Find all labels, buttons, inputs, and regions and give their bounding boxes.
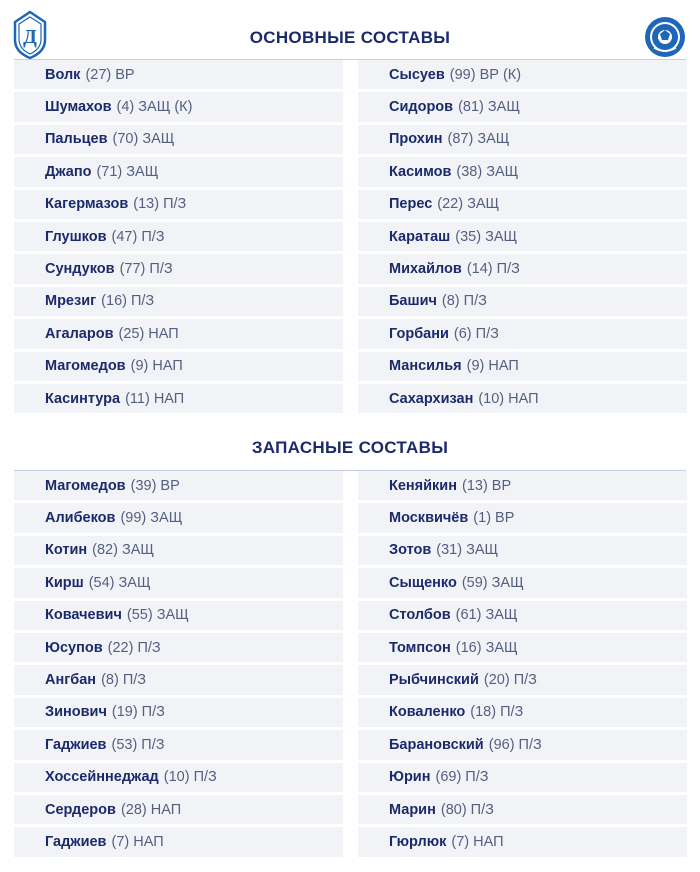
player-number-position: (31) ЗАЩ (436, 542, 499, 559)
player-name: Джапо (45, 163, 92, 180)
player-name: Караташ (389, 228, 451, 245)
player-row (358, 92, 687, 124)
player-name: Гаджиев (45, 833, 107, 850)
player-row (14, 352, 343, 384)
player-name: Сысуев (389, 66, 445, 83)
player-row (14, 157, 343, 189)
player-entry (45, 157, 158, 186)
player-entry (45, 190, 186, 219)
player-number-position: (35) ЗАЩ (455, 228, 518, 245)
player-entry (45, 698, 165, 727)
player-name: Котин (45, 542, 88, 559)
player-entry (389, 190, 499, 219)
player-number-position: (22) ЗАЩ (437, 196, 500, 213)
starting-lineups-header (0, 18, 700, 58)
player-entry (389, 222, 517, 251)
player-number-position: (80) П/З (440, 801, 494, 818)
section-title: ОСНОВНЫЕ СОСТАВЫ (249, 28, 451, 47)
player-name: Зинович (45, 704, 107, 721)
player-number-position: (87) ЗАЩ (447, 131, 510, 148)
player-number-position: (14) П/З (466, 261, 520, 278)
player-name: Столбов (389, 607, 451, 624)
player-number-position: (7) НАП (111, 833, 164, 850)
player-row (14, 698, 343, 730)
player-name: Волк (45, 66, 81, 83)
player-name: Юрин (389, 769, 431, 786)
player-entry (45, 601, 189, 630)
player-row (358, 568, 687, 600)
player-row (14, 827, 343, 859)
player-row (14, 503, 343, 535)
player-number-position: (99) ЗАЩ (120, 510, 183, 527)
player-number-position: (8) П/З (101, 672, 147, 689)
player-number-position: (4) ЗАЩ (К) (116, 99, 193, 116)
player-row (358, 222, 687, 254)
player-name: Горбани (389, 325, 449, 342)
player-number-position: (39) ВР (130, 477, 180, 494)
player-entry (389, 384, 539, 413)
player-row (358, 125, 687, 157)
player-entry (389, 698, 523, 727)
player-row (358, 827, 687, 859)
player-row (14, 287, 343, 319)
player-row (14, 92, 343, 124)
player-name: Гаджиев (45, 736, 107, 753)
player-name: Глушков (45, 228, 107, 245)
player-name: Томпсон (389, 639, 451, 656)
player-name: Сундуков (45, 261, 115, 278)
player-entry (45, 503, 182, 532)
player-entry (45, 536, 154, 565)
player-number-position: (61) ЗАЩ (455, 607, 518, 624)
player-name: Кеняйкин (389, 477, 457, 494)
player-number-position: (77) П/З (119, 261, 173, 278)
player-row (14, 568, 343, 600)
player-number-position: (9) НАП (466, 358, 519, 375)
player-name: Марин (389, 801, 436, 818)
player-name: Мансилья (389, 358, 462, 375)
player-row (14, 730, 343, 762)
player-entry (389, 319, 499, 348)
player-name: Шумахов (45, 99, 112, 116)
player-number-position: (53) П/З (111, 736, 165, 753)
player-row (358, 536, 687, 568)
player-name: Рыбчинский (389, 672, 479, 689)
player-entry (389, 763, 489, 792)
player-entry (45, 384, 184, 413)
player-row (14, 763, 343, 795)
player-entry (45, 730, 165, 759)
player-row (14, 60, 343, 92)
player-number-position: (22) П/З (107, 639, 161, 656)
player-entry (389, 287, 487, 316)
player-entry (45, 222, 165, 251)
home-substitutes-list (14, 471, 343, 860)
player-row (14, 601, 343, 633)
player-row (358, 384, 687, 416)
player-number-position: (99) ВР (К) (449, 66, 522, 83)
player-row (358, 254, 687, 286)
player-row (358, 319, 687, 351)
player-name: Москвичёв (389, 510, 469, 527)
player-entry (45, 763, 217, 792)
player-row (14, 795, 343, 827)
player-number-position: (70) ЗАЩ (112, 131, 175, 148)
player-row (358, 601, 687, 633)
player-name: Гюрлюк (389, 833, 447, 850)
player-name: Зотов (389, 542, 432, 559)
player-entry (389, 254, 520, 283)
player-entry (389, 157, 518, 186)
home-starting-list (14, 60, 343, 416)
player-entry (389, 730, 542, 759)
player-number-position: (16) П/З (101, 293, 155, 310)
player-name: Алибеков (45, 510, 116, 527)
player-name: Кирш (45, 574, 84, 591)
player-row (14, 125, 343, 157)
player-entry (45, 92, 192, 121)
player-number-position: (13) ВР (461, 477, 512, 494)
player-number-position: (10) НАП (478, 390, 539, 407)
player-entry (389, 503, 514, 532)
player-number-position: (55) ЗАЩ (126, 607, 189, 624)
player-name: Сыщенко (389, 574, 457, 591)
player-name: Касинтура (45, 390, 121, 407)
away-substitutes-list (358, 471, 687, 860)
player-name: Ангбан (45, 672, 97, 689)
player-entry (45, 665, 146, 694)
section-title: ЗАПАСНЫЕ СОСТАВЫ (251, 438, 449, 457)
player-entry (389, 795, 494, 824)
player-number-position: (28) НАП (120, 801, 182, 818)
player-row (358, 503, 687, 535)
player-number-position: (19) П/З (111, 704, 165, 721)
dinamo-logo-letter: Д (23, 26, 37, 48)
player-row (358, 795, 687, 827)
player-number-position: (96) П/З (488, 736, 542, 753)
player-entry (389, 92, 520, 121)
player-entry (389, 665, 537, 694)
player-number-position: (20) П/З (483, 672, 537, 689)
player-entry (45, 568, 151, 597)
player-entry (389, 352, 519, 381)
player-row (14, 384, 343, 416)
player-entry (45, 352, 183, 381)
player-number-position: (59) ЗАЩ (461, 574, 524, 591)
player-number-position: (9) НАП (130, 358, 183, 375)
player-entry (45, 60, 135, 89)
player-name: Пальцев (45, 131, 108, 148)
player-name: Агаларов (45, 325, 114, 342)
player-name: Сидоров (389, 99, 454, 116)
player-entry (45, 125, 174, 154)
player-row (14, 190, 343, 222)
player-row (358, 157, 687, 189)
player-entry (389, 60, 521, 89)
player-number-position: (11) НАП (125, 390, 185, 407)
player-number-position: (16) ЗАЩ (455, 639, 518, 656)
player-name: Перес (389, 196, 433, 213)
player-number-position: (10) П/З (163, 769, 217, 786)
player-row (358, 633, 687, 665)
player-row (14, 222, 343, 254)
player-row (358, 287, 687, 319)
player-entry (389, 125, 509, 154)
player-number-position: (6) П/З (453, 325, 499, 342)
player-number-position: (18) П/З (470, 704, 524, 721)
player-entry (389, 471, 511, 500)
player-row (14, 471, 343, 503)
player-name: Хоссейннеджад (45, 769, 159, 786)
player-entry (389, 568, 524, 597)
player-number-position: (81) ЗАЩ (458, 99, 520, 116)
player-entry (45, 633, 161, 662)
player-row (358, 190, 687, 222)
player-name: Кагермазов (45, 196, 129, 213)
player-name: Мрезиг (45, 293, 97, 310)
player-entry (45, 795, 181, 824)
player-name: Касимов (389, 163, 452, 180)
player-name: Сахархизан (389, 390, 474, 407)
player-row (358, 763, 687, 795)
player-entry (45, 827, 164, 856)
player-row (14, 665, 343, 697)
player-row (358, 698, 687, 730)
player-number-position: (7) НАП (451, 833, 504, 850)
player-entry (45, 287, 154, 316)
player-row (14, 633, 343, 665)
player-number-position: (13) П/З (133, 196, 187, 213)
substitutes-header (0, 428, 700, 468)
player-number-position: (54) ЗАЩ (88, 574, 151, 591)
player-row (14, 319, 343, 351)
player-row (14, 254, 343, 286)
player-number-position: (27) ВР (85, 66, 135, 83)
player-entry (45, 254, 173, 283)
player-number-position: (71) ЗАЩ (96, 163, 159, 180)
player-name: Прохин (389, 131, 443, 148)
player-number-position: (38) ЗАЩ (456, 163, 519, 180)
player-name: Юсупов (45, 639, 103, 656)
player-row (358, 60, 687, 92)
player-name: Коваленко (389, 704, 466, 721)
player-entry (45, 319, 179, 348)
player-entry (389, 536, 498, 565)
player-number-position: (25) НАП (118, 325, 179, 342)
player-row (358, 471, 687, 503)
player-entry (389, 827, 504, 856)
player-row (358, 665, 687, 697)
player-name: Магомедов (45, 358, 126, 375)
player-entry (389, 633, 518, 662)
player-name: Ковачевич (45, 607, 122, 624)
player-number-position: (69) П/З (435, 769, 489, 786)
player-name: Михайлов (389, 261, 462, 278)
player-entry (389, 601, 517, 630)
player-row (358, 730, 687, 762)
player-row (358, 352, 687, 384)
player-name: Башич (389, 293, 437, 310)
player-name: Сердеров (45, 801, 116, 818)
player-number-position: (47) П/З (111, 228, 165, 245)
player-row (14, 536, 343, 568)
player-number-position: (8) П/З (441, 293, 487, 310)
player-entry (45, 471, 180, 500)
player-number-position: (1) ВР (473, 510, 515, 527)
player-number-position: (82) ЗАЩ (92, 542, 154, 559)
player-name: Барановский (389, 736, 484, 753)
away-starting-list (358, 60, 687, 416)
player-name: Магомедов (45, 477, 126, 494)
